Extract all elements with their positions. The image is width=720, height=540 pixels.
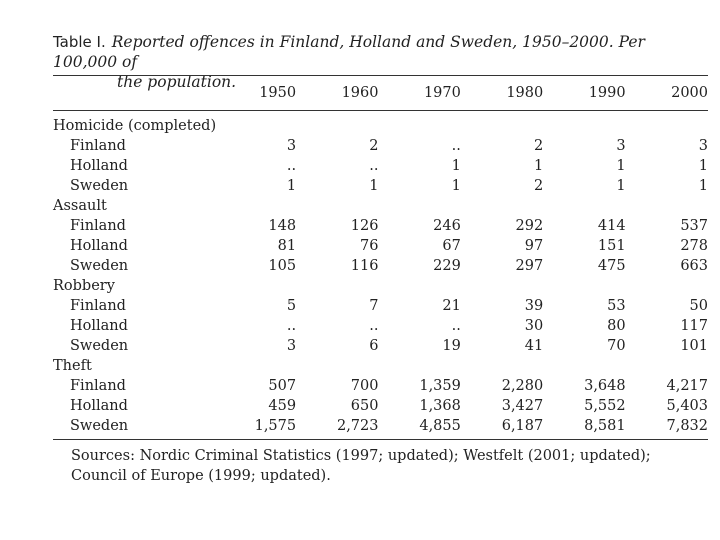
cell-value: .. <box>369 158 379 174</box>
cell-value: 70 <box>607 338 626 354</box>
country-label: Finland <box>70 218 126 234</box>
cell-value: 414 <box>597 218 626 234</box>
cell-value: 126 <box>350 218 379 234</box>
year-header: 1990 <box>588 85 626 101</box>
sources-line2: Council of Europe (1999; updated). <box>71 468 331 484</box>
cell-value: 1,368 <box>419 398 461 414</box>
cell-value: 116 <box>350 258 379 274</box>
cell-value: 2,280 <box>501 378 544 394</box>
category-label: Theft <box>53 358 92 374</box>
year-header: 1980 <box>506 85 544 101</box>
cell-value: 3 <box>616 138 626 154</box>
year-header: 1960 <box>341 85 379 101</box>
cell-value: 53 <box>607 298 626 314</box>
cell-value: 1 <box>698 178 708 194</box>
country-label: Holland <box>70 238 128 254</box>
cell-value: 4,217 <box>666 378 708 394</box>
cell-value: 2 <box>369 138 379 154</box>
cell-value: .. <box>286 318 297 334</box>
year-header: 1950 <box>259 85 297 101</box>
cell-value: 475 <box>597 258 626 274</box>
table-label: Table I. <box>53 33 106 51</box>
cell-value: 117 <box>680 318 708 334</box>
spacer-row <box>53 108 708 116</box>
table-row <box>53 416 708 436</box>
cell-value: 537 <box>680 218 708 234</box>
table-row <box>53 336 708 356</box>
cell-value: 278 <box>680 238 708 254</box>
cell-value: 21 <box>442 298 461 314</box>
cell-value: 1 <box>616 158 626 174</box>
cell-value: 6 <box>369 338 379 354</box>
cell-value: 1,359 <box>419 378 461 394</box>
country-label: Sweden <box>70 338 129 354</box>
cell-value: 3 <box>286 338 297 354</box>
table-row <box>53 216 708 236</box>
cell-value: 39 <box>524 298 544 314</box>
category-row <box>53 116 708 136</box>
header-row <box>53 78 708 108</box>
country-label: Finland <box>70 138 126 154</box>
cell-value: 650 <box>350 398 379 414</box>
country-label: Sweden <box>70 258 129 274</box>
cell-value: 80 <box>607 318 626 334</box>
table-row <box>53 376 708 396</box>
table-row <box>53 296 708 316</box>
cell-value: 3 <box>698 138 708 154</box>
cell-value: 5,403 <box>666 398 708 414</box>
table-title-line2: the population. <box>117 73 237 91</box>
cell-value: 41 <box>524 338 544 354</box>
table-row <box>53 176 708 196</box>
cell-value: .. <box>286 158 297 174</box>
cell-value: .. <box>451 318 461 334</box>
category-label: Homicide (completed) <box>53 118 217 134</box>
cell-value: 246 <box>433 218 461 234</box>
category-label: Robbery <box>53 278 115 294</box>
cell-value: 1 <box>369 178 379 194</box>
cell-value: 3,427 <box>501 398 544 414</box>
offences-table <box>53 78 708 436</box>
cell-value: .. <box>451 138 461 154</box>
category-row <box>53 276 708 296</box>
cell-value: 1 <box>451 178 461 194</box>
cell-value: 1,575 <box>254 418 297 434</box>
table-row <box>53 136 708 156</box>
cell-value: 30 <box>524 318 544 334</box>
cell-value: 101 <box>680 338 708 354</box>
table-row <box>53 236 708 256</box>
cell-value: 1 <box>451 158 461 174</box>
cell-value: 1 <box>534 158 544 174</box>
cell-value: 507 <box>268 378 297 394</box>
cell-value: 1 <box>616 178 626 194</box>
cell-value: 459 <box>268 398 297 414</box>
country-label: Holland <box>70 318 128 334</box>
country-label: Holland <box>70 158 128 174</box>
sources-line1: Sources: Nordic Criminal Statistics (1997; updated); Westfelt (2001; updated); <box>71 448 651 464</box>
country-label: Sweden <box>70 418 129 434</box>
cell-value: 2,723 <box>336 418 379 434</box>
cell-value: 76 <box>360 238 379 254</box>
cell-value: 97 <box>524 238 544 254</box>
country-label: Sweden <box>70 178 129 194</box>
cell-value: 151 <box>597 238 626 254</box>
bottom-rule <box>53 439 708 440</box>
header-blank <box>53 78 214 108</box>
cell-value: 67 <box>442 238 461 254</box>
cell-value: 1 <box>698 158 708 174</box>
country-label: Finland <box>70 378 126 394</box>
cell-value: 292 <box>515 218 544 234</box>
category-row <box>53 196 708 216</box>
cell-value: 7,832 <box>666 418 708 434</box>
cell-value: 4,855 <box>419 418 461 434</box>
table-title-line1: Reported offences in Finland, Holland and Sweden, 1950–2000. Per 100,000 of <box>53 33 645 71</box>
cell-value: 2 <box>534 138 544 154</box>
cell-value: 8,581 <box>584 418 626 434</box>
table-row <box>53 396 708 416</box>
cell-value: 1 <box>286 178 297 194</box>
cell-value: 19 <box>442 338 461 354</box>
year-header: 2000 <box>671 85 708 101</box>
cell-value: 663 <box>680 258 708 274</box>
category-label: Assault <box>53 198 107 214</box>
cell-value: 81 <box>277 238 297 254</box>
country-label: Finland <box>70 298 126 314</box>
year-header: 1970 <box>423 85 461 101</box>
table-row <box>53 316 708 336</box>
table-row <box>53 256 708 276</box>
cell-value: 2 <box>534 178 544 194</box>
cell-value: 105 <box>268 258 297 274</box>
cell-value: 229 <box>433 258 461 274</box>
country-label: Holland <box>70 398 128 414</box>
cell-value: 7 <box>369 298 379 314</box>
top-rule <box>53 75 708 76</box>
category-row <box>53 356 708 376</box>
sources-note <box>71 446 691 486</box>
cell-value: 5,552 <box>584 398 626 414</box>
cell-value: .. <box>369 318 379 334</box>
cell-value: 3,648 <box>584 378 626 394</box>
cell-value: 297 <box>515 258 544 274</box>
cell-value: 3 <box>286 138 297 154</box>
cell-value: 700 <box>350 378 379 394</box>
table-row <box>53 156 708 176</box>
cell-value: 148 <box>268 218 297 234</box>
cell-value: 5 <box>286 298 297 314</box>
cell-value: 6,187 <box>501 418 544 434</box>
cell-value: 50 <box>689 298 708 314</box>
